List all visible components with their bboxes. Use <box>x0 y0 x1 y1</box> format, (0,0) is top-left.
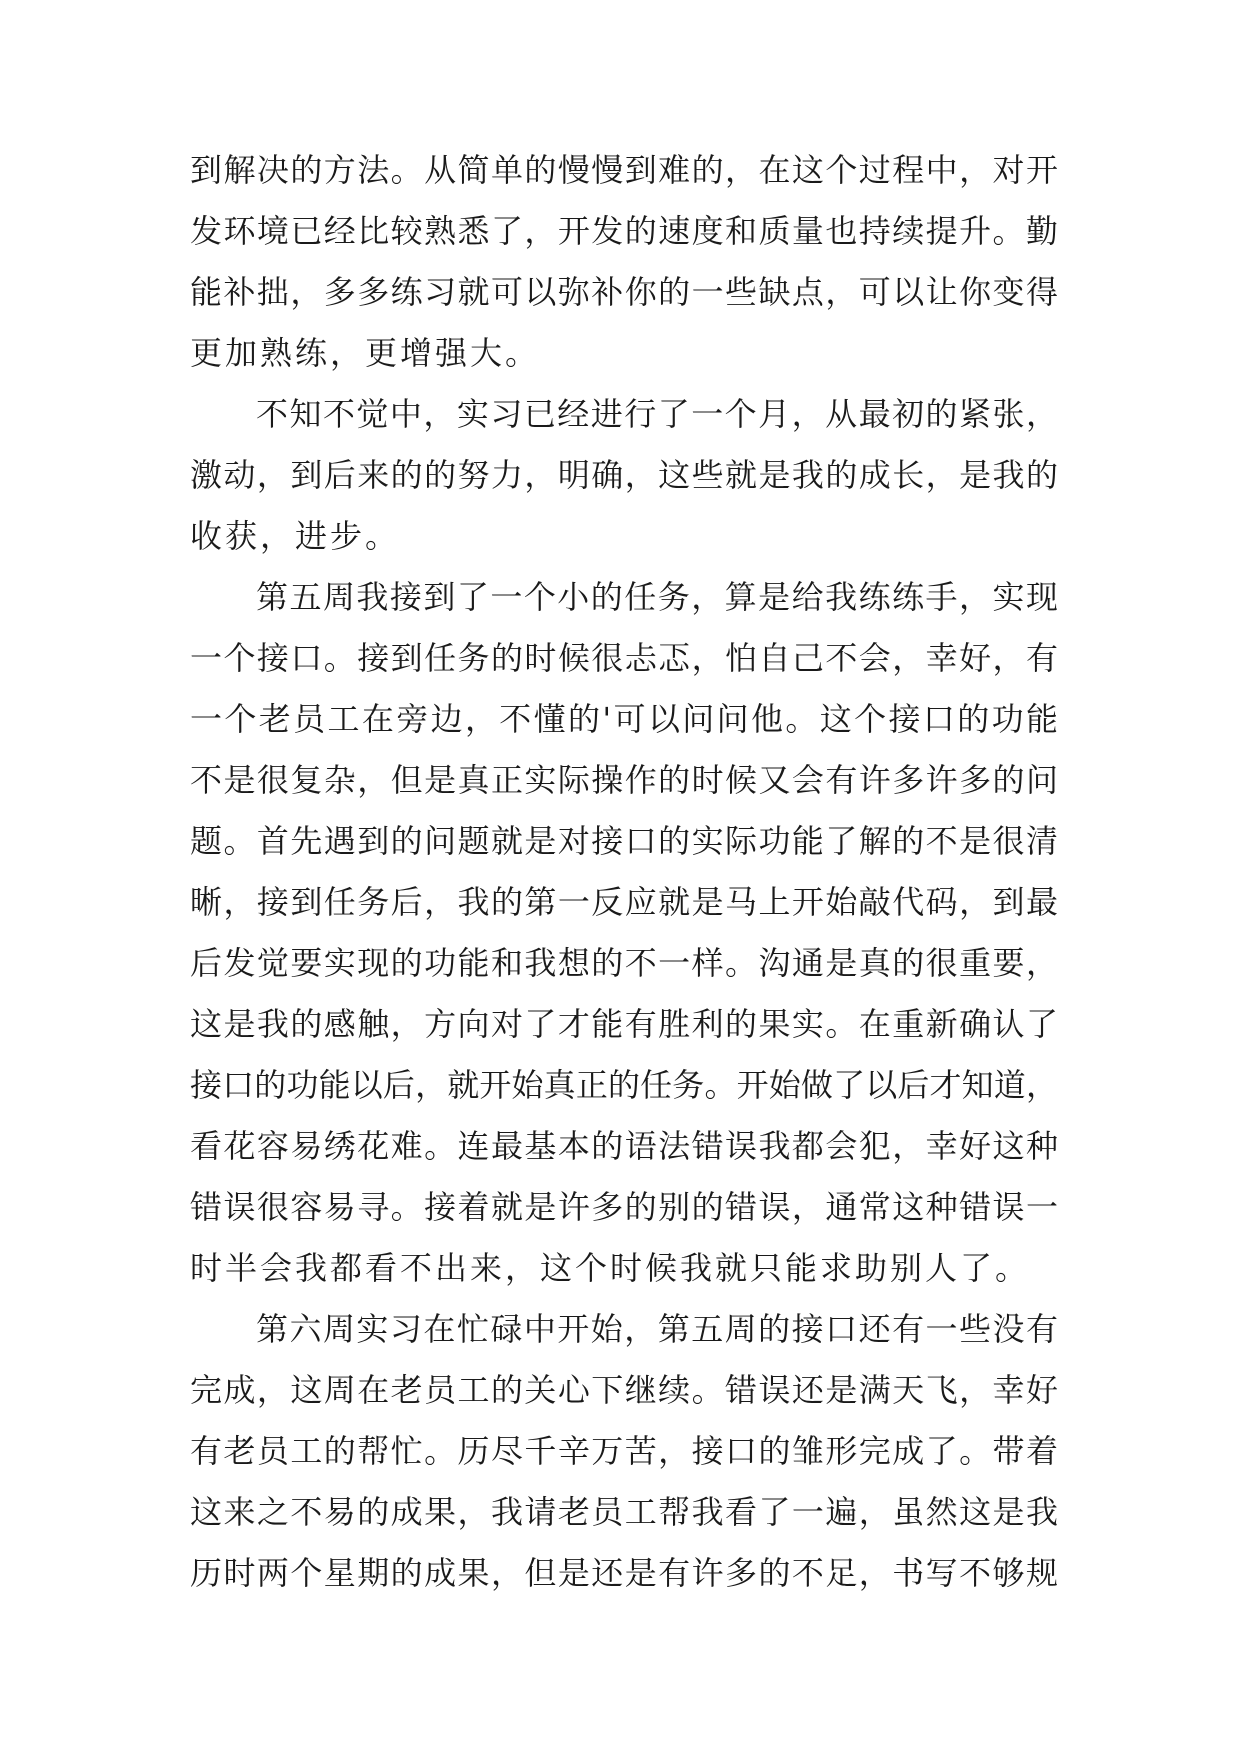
text-line: 发环境已经比较熟悉了，开发的速度和质量也持续提升。勤 <box>190 212 1058 250</box>
text-line: 后发觉要实现的功能和我想的不一样。沟通是真的很重要， <box>190 944 1058 982</box>
text-line: 不是很复杂，但是真正实际操作的时候又会有许多许多的问 <box>190 761 1058 799</box>
text-line: 一个老员工在旁边，不懂的'可以问问他。这个接口的功能 <box>190 700 1058 738</box>
text-line: 能补拙，多多练习就可以弥补你的一些缺点，可以让你变得 <box>190 273 1058 311</box>
text-line: 时半会我都看不出来，这个时候我就只能求助别人了。 <box>190 1249 1031 1287</box>
text-line: 历时两个星期的成果，但是还是有许多的不足，书写不够规 <box>190 1554 1058 1592</box>
paragraph-first-line: 第六周实习在忙碌中开始，第五周的接口还有一些没有 <box>256 1310 1058 1348</box>
text-line: 错误很容易寻。接着就是许多的别的错误，通常这种错误一 <box>190 1188 1058 1226</box>
text-line: 完成，这周在老员工的关心下继续。错误还是满天飞，幸好 <box>190 1371 1058 1409</box>
text-line: 到解决的方法。从简单的慢慢到难的，在这个过程中，对开 <box>190 151 1058 189</box>
text-line: 晰，接到任务后，我的第一反应就是马上开始敲代码，到最 <box>190 883 1058 921</box>
text-line: 题。首先遇到的问题就是对接口的实际功能了解的不是很清 <box>190 822 1058 860</box>
text-line: 激动，到后来的的努力，明确，这些就是我的成长，是我的 <box>190 456 1058 494</box>
text-line: 这是我的感触，方向对了才能有胜利的果实。在重新确认了 <box>190 1005 1058 1043</box>
text-line: 有老员工的帮忙。历尽千辛万苦，接口的雏形完成了。带着 <box>190 1432 1058 1470</box>
text-line: 接口的功能以后，就开始真正的任务。开始做了以后才知道， <box>190 1066 1058 1104</box>
text-line: 一个接口。接到任务的时候很忐忑，怕自己不会，幸好，有 <box>190 639 1058 677</box>
text-line: 看花容易绣花难。连最基本的语法错误我都会犯，幸好这种 <box>190 1127 1058 1165</box>
text-line: 收获，进步。 <box>190 517 401 555</box>
document-body <box>190 140 1058 1604</box>
paragraph-first-line: 第五周我接到了一个小的任务，算是给我练练手，实现 <box>256 578 1058 616</box>
text-line: 更加熟练，更增强大。 <box>190 334 541 372</box>
paragraph-first-line: 不知不觉中，实习已经进行了一个月，从最初的紧张， <box>256 395 1058 433</box>
text-line: 这来之不易的成果，我请老员工帮我看了一遍，虽然这是我 <box>190 1493 1058 1531</box>
